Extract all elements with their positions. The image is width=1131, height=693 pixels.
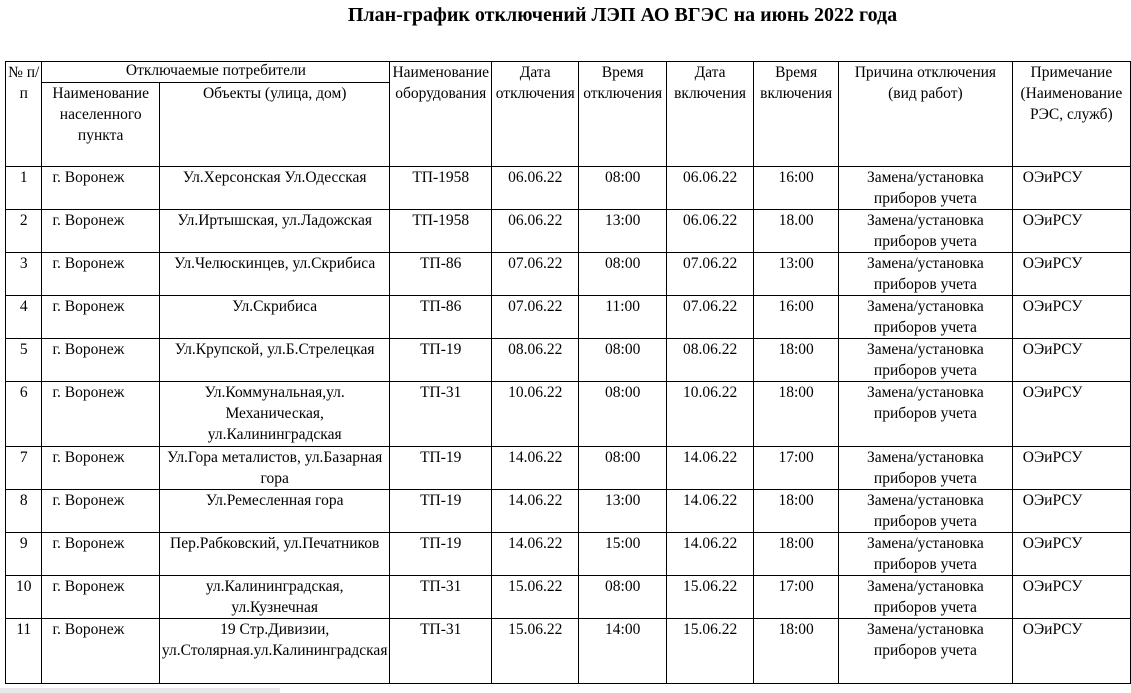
cell-off-date: 14.06.22 (492, 490, 579, 533)
cell-on-date: 06.06.22 (666, 167, 753, 210)
cell-reason: Замена/установка приборов учета (839, 210, 1013, 253)
cell-objects: Ул.Гора металистов, ул.Базарная гора (159, 447, 390, 490)
cell-on-date: 15.06.22 (666, 619, 753, 684)
cell-on-date: 07.06.22 (666, 253, 753, 296)
table-row (6, 210, 1131, 253)
cell-note: ОЭиРСУ (1012, 339, 1130, 382)
cell-settlement: г. Воронеж (42, 447, 159, 490)
cell-on-time: 18:00 (754, 339, 839, 382)
cell-reason: Замена/установка приборов учета (839, 167, 1013, 210)
cell-reason: Замена/установка приборов учета (839, 490, 1013, 533)
table-row (6, 533, 1131, 576)
cell-note: ОЭиРСУ (1012, 447, 1130, 490)
cell-objects: Ул.Коммунальная,ул. Механическая, ул.Калининградская (159, 382, 390, 447)
cell-on-time: 18:00 (754, 533, 839, 576)
cell-num: 11 (6, 619, 42, 684)
cell-on-time: 18:00 (754, 382, 839, 447)
cell-off-date: 07.06.22 (492, 296, 579, 339)
cell-on-date: 14.06.22 (666, 447, 753, 490)
cell-equipment: ТП-31 (390, 382, 492, 447)
header-note: Примечание (Наименование РЭС, служб) (1012, 62, 1130, 167)
outage-schedule-table (5, 61, 1131, 684)
header-on-time: Время включения (754, 62, 839, 167)
cell-num: 4 (6, 296, 42, 339)
cell-equipment: ТП-1958 (390, 210, 492, 253)
cell-off-date: 08.06.22 (492, 339, 579, 382)
cell-reason: Замена/установка приборов учета (839, 447, 1013, 490)
cell-equipment: ТП-31 (390, 619, 492, 684)
header-reason: Причина отключения (вид работ) (839, 62, 1013, 167)
page-bottom-strip (0, 688, 280, 693)
cell-settlement: г. Воронеж (42, 576, 159, 619)
cell-on-date: 06.06.22 (666, 210, 753, 253)
header-objects: Объекты (улица, дом) (159, 83, 390, 167)
header-consumers-group: Отключаемые потребители (42, 62, 390, 83)
header-num: № п/п (6, 62, 42, 167)
table-body (6, 167, 1131, 684)
cell-num: 5 (6, 339, 42, 382)
cell-reason: Замена/установка приборов учета (839, 253, 1013, 296)
table-row (6, 382, 1131, 447)
table-row (6, 447, 1131, 490)
table-header (6, 62, 1131, 167)
cell-objects: Ул.Херсонская Ул.Одесская (159, 167, 390, 210)
cell-num: 1 (6, 167, 42, 210)
cell-settlement: г. Воронеж (42, 533, 159, 576)
cell-settlement: г. Воронеж (42, 210, 159, 253)
cell-on-time: 17:00 (754, 576, 839, 619)
cell-num: 3 (6, 253, 42, 296)
cell-settlement: г. Воронеж (42, 253, 159, 296)
cell-objects: ул.Калининградская, ул.Кузнечная (159, 576, 390, 619)
cell-settlement: г. Воронеж (42, 490, 159, 533)
cell-on-date: 07.06.22 (666, 296, 753, 339)
cell-reason: Замена/установка приборов учета (839, 619, 1013, 684)
cell-off-time: 08:00 (579, 339, 666, 382)
table-row (6, 619, 1131, 684)
cell-off-date: 14.06.22 (492, 447, 579, 490)
cell-num: 9 (6, 533, 42, 576)
table-row (6, 296, 1131, 339)
cell-on-date: 15.06.22 (666, 576, 753, 619)
cell-off-date: 07.06.22 (492, 253, 579, 296)
cell-equipment: ТП-31 (390, 576, 492, 619)
cell-note: ОЭиРСУ (1012, 619, 1130, 684)
cell-off-date: 10.06.22 (492, 382, 579, 447)
cell-num: 8 (6, 490, 42, 533)
cell-note: ОЭиРСУ (1012, 490, 1130, 533)
cell-num: 10 (6, 576, 42, 619)
cell-reason: Замена/установка приборов учета (839, 576, 1013, 619)
header-equipment: Наименование оборудования (390, 62, 492, 167)
cell-equipment: ТП-86 (390, 253, 492, 296)
cell-objects: Ул.Челюскинцев, ул.Скрибиса (159, 253, 390, 296)
cell-on-time: 18:00 (754, 490, 839, 533)
cell-settlement: г. Воронеж (42, 619, 159, 684)
cell-equipment: ТП-86 (390, 296, 492, 339)
cell-off-date: 06.06.22 (492, 167, 579, 210)
table-row (6, 253, 1131, 296)
document-title: План-график отключений ЛЭП АО ВГЭС на июнь 2022 года (347, 4, 898, 26)
cell-off-date: 15.06.22 (492, 576, 579, 619)
cell-note: ОЭиРСУ (1012, 382, 1130, 447)
cell-on-date: 08.06.22 (666, 339, 753, 382)
cell-on-time: 18.00 (754, 210, 839, 253)
cell-on-date: 14.06.22 (666, 533, 753, 576)
cell-equipment: ТП-19 (390, 339, 492, 382)
cell-equipment: ТП-19 (390, 490, 492, 533)
cell-settlement: г. Воронеж (42, 167, 159, 210)
cell-num: 2 (6, 210, 42, 253)
cell-off-time: 11:00 (579, 296, 666, 339)
table-row (6, 167, 1131, 210)
cell-off-time: 13:00 (579, 210, 666, 253)
cell-equipment: ТП-1958 (390, 167, 492, 210)
header-off-time: Время отключения (579, 62, 666, 167)
cell-reason: Замена/установка приборов учета (839, 296, 1013, 339)
table-row (6, 339, 1131, 382)
cell-num: 6 (6, 382, 42, 447)
cell-on-date: 10.06.22 (666, 382, 753, 447)
cell-objects: 19 Стр.Дивизии, ул.Столярная.ул.Калининградская (159, 619, 390, 684)
cell-off-time: 08:00 (579, 167, 666, 210)
cell-on-date: 14.06.22 (666, 490, 753, 533)
cell-off-time: 14:00 (579, 619, 666, 684)
cell-note: ОЭиРСУ (1012, 576, 1130, 619)
cell-on-time: 17:00 (754, 447, 839, 490)
cell-off-date: 15.06.22 (492, 619, 579, 684)
cell-objects: Ул.Крупской, ул.Б.Стрелецкая (159, 339, 390, 382)
cell-settlement: г. Воронеж (42, 339, 159, 382)
cell-settlement: г. Воронеж (42, 296, 159, 339)
cell-on-time: 16:00 (754, 167, 839, 210)
cell-note: ОЭиРСУ (1012, 533, 1130, 576)
cell-off-time: 13:00 (579, 490, 666, 533)
cell-objects: Ул.Иртышская, ул.Ладожская (159, 210, 390, 253)
cell-on-time: 13:00 (754, 253, 839, 296)
cell-reason: Замена/установка приборов учета (839, 533, 1013, 576)
cell-settlement: г. Воронеж (42, 382, 159, 447)
cell-off-time: 15:00 (579, 533, 666, 576)
cell-reason: Замена/установка приборов учета (839, 382, 1013, 447)
cell-on-time: 16:00 (754, 296, 839, 339)
cell-off-time: 08:00 (579, 382, 666, 447)
cell-note: ОЭиРСУ (1012, 253, 1130, 296)
cell-equipment: ТП-19 (390, 447, 492, 490)
cell-note: ОЭиРСУ (1012, 167, 1130, 210)
cell-objects: Ул.Ремесленная гора (159, 490, 390, 533)
cell-note: ОЭиРСУ (1012, 296, 1130, 339)
header-on-date: Дата включения (666, 62, 753, 167)
cell-off-date: 14.06.22 (492, 533, 579, 576)
cell-off-time: 08:00 (579, 576, 666, 619)
cell-off-time: 08:00 (579, 253, 666, 296)
table-row (6, 490, 1131, 533)
cell-objects: Пер.Рабковский, ул.Печатников (159, 533, 390, 576)
cell-note: ОЭиРСУ (1012, 210, 1130, 253)
cell-off-date: 06.06.22 (492, 210, 579, 253)
cell-off-time: 08:00 (579, 447, 666, 490)
cell-on-time: 18:00 (754, 619, 839, 684)
header-settlement: Наименование населенного пункта (42, 83, 159, 167)
table-row (6, 576, 1131, 619)
cell-num: 7 (6, 447, 42, 490)
cell-reason: Замена/установка приборов учета (839, 339, 1013, 382)
header-off-date: Дата отключения (492, 62, 579, 167)
cell-equipment: ТП-19 (390, 533, 492, 576)
cell-objects: Ул.Скрибиса (159, 296, 390, 339)
